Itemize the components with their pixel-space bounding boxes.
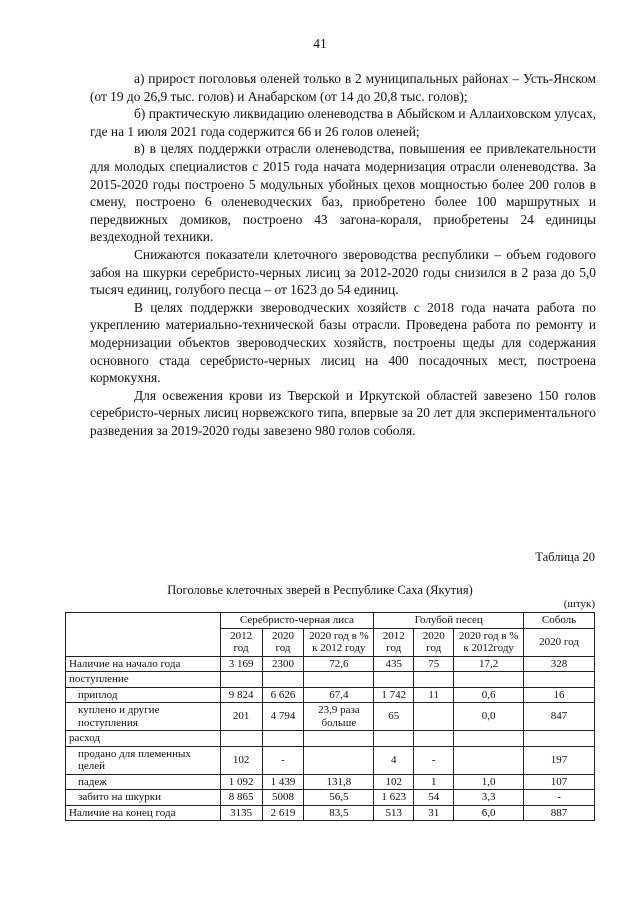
table-cell: 3,3 [454, 790, 524, 806]
row-label: приплод [66, 687, 221, 703]
table-cell: 9 824 [220, 687, 262, 703]
table-cell: 75 [414, 656, 454, 672]
table-cell [454, 746, 524, 774]
livestock-table [65, 612, 595, 821]
table-header-group-row [66, 613, 595, 629]
table-cell: 2 619 [262, 805, 304, 821]
body-text [90, 70, 596, 439]
table-cell: 6,0 [454, 805, 524, 821]
header-arctic-2020: 2020 год [414, 628, 454, 656]
table-cell: 31 [414, 805, 454, 821]
table-cell [262, 731, 304, 747]
table-cell: 3 169 [220, 656, 262, 672]
paragraph-c: в) в целях поддержки отрасли оленеводства, повышения ее привлекательности для молодых специалистов с 2015 года начата модернизация отрасли оленеводства. За 2015-2020 годы построено 5 модульных убойных цехов мощностью более 200 голов в смену, построено 6 оленеводческих баз, приобретено более 100 маршрутных и передвижных домиков, построено 43 загона-кораля, приобретены 24 единицы вездеходной техники. [90, 141, 596, 245]
table-row [66, 774, 595, 790]
header-arctic-2012: 2012 год [374, 628, 414, 656]
table-cell: 67,4 [304, 687, 374, 703]
paragraph-blood-refresh: Для освежения крови из Тверской и Иркутской областей завезено 150 голов серебристо-черных лисиц норвежского типа, впервые за 20 лет для экспериментального разведения за 2019-2020 годы завезено 980 голов соболя. [90, 387, 596, 438]
table-cell: 72,6 [304, 656, 374, 672]
table-row [66, 731, 595, 747]
header-arctic-fox: Голубой песец [374, 613, 524, 629]
table-cell [414, 703, 454, 731]
table-row [66, 746, 595, 774]
table-cell [220, 672, 262, 688]
table-cell [374, 672, 414, 688]
table-cell: 16 [524, 687, 595, 703]
paragraph-fur-support: В целях поддержки звероводческих хозяйств с 2018 года начата работа по укреплению материально-технической базы отрасли. Проведена работа по ремонту и модернизации объектов звероводческих хозяйств, построены щеды для содержания основного стада серебристо-черных лисиц на 400 посадочных мест, построена кормокухня. [90, 299, 596, 386]
header-sable-2020: 2020 год [524, 628, 595, 656]
paragraph-fur-decline: Снижаются показатели клеточного звероводства республики – объем годового забоя на шкурки серебристо-черных лисиц за 2012-2020 годы снизился в 2 раза до 5,0 тысяч единиц, голубого песца – от 1623 до 54 единиц. [90, 246, 596, 298]
table-cell: 1 623 [374, 790, 414, 806]
table-cell [304, 731, 374, 747]
table-cell: 1 092 [220, 774, 262, 790]
paragraph-b: б) практическую ликвидацию оленеводства в Абыйском и Аллаиховском улусах, где на 1 июля 2021 года содержится 66 и 26 голов оленей; [90, 106, 596, 139]
table-cell: 435 [374, 656, 414, 672]
table-cell: 4 794 [262, 703, 304, 731]
table-cell: 1 439 [262, 774, 304, 790]
table-cell: 54 [414, 790, 454, 806]
row-label: поступление [66, 672, 221, 688]
table-title: Поголовье клеточных зверей в Республике Саха (Якутия) [167, 583, 473, 597]
table-cell: 11 [414, 687, 454, 703]
table-cell [454, 672, 524, 688]
table-cell: 23,9 раза больше [304, 703, 374, 731]
header-arctic-pct: 2020 год в % к 2012году [454, 628, 524, 656]
table-cell: 5008 [262, 790, 304, 806]
table-cell: 3135 [220, 805, 262, 821]
header-silver-pct: 2020 год в % к 2012 году [304, 628, 374, 656]
table-cell: - [414, 746, 454, 774]
header-sable: Соболь [524, 613, 595, 629]
table-cell: 0,0 [454, 703, 524, 731]
table-cell: 102 [220, 746, 262, 774]
row-label: Наличие на начало года [66, 656, 221, 672]
header-silver-fox: Серебристо-черная лиса [220, 613, 374, 629]
header-empty-cell [66, 613, 221, 657]
table-cell [304, 746, 374, 774]
table-row [66, 703, 595, 731]
table-cell: - [262, 746, 304, 774]
table-cell: 65 [374, 703, 414, 731]
table-cell [454, 731, 524, 747]
table-cell [414, 731, 454, 747]
row-label: забито на шкурки [66, 790, 221, 806]
table-row [66, 687, 595, 703]
table-cell: 1,0 [454, 774, 524, 790]
table-cell [220, 731, 262, 747]
table-cell: 107 [524, 774, 595, 790]
table-cell: 8 865 [220, 790, 262, 806]
table-row [66, 805, 595, 821]
row-label: продано для племенных целей [66, 746, 221, 774]
table-cell: 1 742 [374, 687, 414, 703]
table-cell: 2300 [262, 656, 304, 672]
table-cell: 131,8 [304, 774, 374, 790]
table-row [66, 672, 595, 688]
table-cell [374, 731, 414, 747]
table-cell: 1 [414, 774, 454, 790]
table-cell: 56,5 [304, 790, 374, 806]
paragraph-a: а) прирост поголовья оленей только в 2 муниципальных районах – Усть-Янском (от 19 до 26,9 тыс. голов) и Анабарском (от 14 до 20,8 тыс. голов); [90, 71, 596, 104]
row-label: расход [66, 731, 221, 747]
row-label: Наличие на конец года [66, 805, 221, 821]
table-cell: 17,2 [454, 656, 524, 672]
table-cell: 201 [220, 703, 262, 731]
table-cell [524, 672, 595, 688]
table-label: Таблица 20 [535, 550, 595, 564]
header-silver-2020: 2020 год [262, 628, 304, 656]
table-cell: 197 [524, 746, 595, 774]
table-unit: (штук) [563, 598, 595, 610]
table-row [66, 790, 595, 806]
table-cell: 0,6 [454, 687, 524, 703]
table-cell [414, 672, 454, 688]
table-cell [524, 731, 595, 747]
table-cell: 847 [524, 703, 595, 731]
row-label: падеж [66, 774, 221, 790]
table-cell: 83,5 [304, 805, 374, 821]
table-cell: 887 [524, 805, 595, 821]
table-cell: 4 [374, 746, 414, 774]
table-row [66, 656, 595, 672]
table-cell: 102 [374, 774, 414, 790]
table-cell: - [524, 790, 595, 806]
table-cell: 328 [524, 656, 595, 672]
table-cell: 513 [374, 805, 414, 821]
table-cell [262, 672, 304, 688]
table-cell: 6 626 [262, 687, 304, 703]
page-number: 41 [313, 36, 327, 51]
header-silver-2012: 2012 год [220, 628, 262, 656]
table-body [66, 656, 595, 821]
table-cell [304, 672, 374, 688]
row-label: куплено и другие поступления [66, 703, 221, 731]
